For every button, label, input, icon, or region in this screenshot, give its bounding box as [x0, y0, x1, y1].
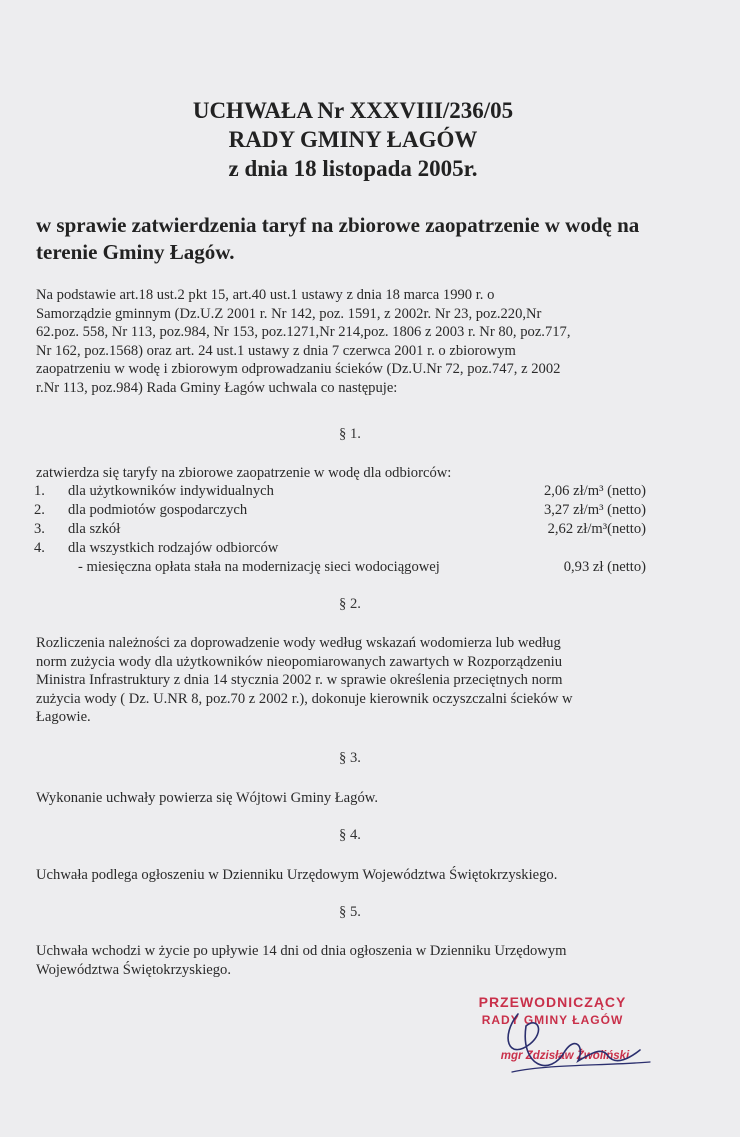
section-2-heading: § 2. [339, 596, 361, 612]
tariff-row [34, 539, 646, 558]
tariff-label: dla wszystkich rodzajów odbiorców [68, 540, 279, 556]
basis-line: Samorządzie gminnym (Dz.U.Z 2001 r. Nr 142, poz. 1591, z 2002r. Nr 23, poz.220,Nr [36, 305, 542, 322]
resolution-date: z dnia 18 listopada 2005r. [228, 156, 478, 181]
section-4-text: Uchwała podlega ogłoszeniu w Dzienniku Urzędowym Województwa Świętokrzyskiego. [36, 867, 558, 883]
legal-basis [36, 286, 676, 397]
stamp-name: mgr Zdzisław Żwoliński [500, 1050, 630, 1062]
basis-line: Na podstawie art.18 ust.2 pkt 15, art.40 ust.1 ustawy z dnia 18 marca 1990 r. o [36, 287, 495, 303]
signature-stamp [440, 994, 680, 1084]
stamp-title: PRZEWODNICZĄCY [478, 994, 627, 1010]
resolution-number: UCHWAŁA Nr XXXVIII/236/05 [192, 98, 514, 123]
tariff-row [34, 520, 646, 539]
section-1-heading: § 1. [339, 426, 361, 442]
s5-line: Województwa Świętokrzyskiego. [36, 961, 231, 978]
resolution-subject: w sprawie zatwierdzenia taryf na zbiorowe zaopatrzenie w wodę na terenie Gminy Łagów. [36, 213, 640, 264]
section-2-text [36, 634, 676, 727]
s2-line: Łagowie. [36, 709, 91, 725]
tariff-list [34, 482, 646, 577]
s2-line: Ministra Infrastruktury z dnia 14 stycznia 2002 r. w sprawie określenia przeciętnych norm [36, 672, 563, 688]
handwritten-signature-icon [490, 1006, 660, 1086]
tariff-row [34, 482, 646, 501]
tariff-number: 2. [34, 502, 45, 518]
tariff-number: 4. [34, 540, 45, 556]
tariff-label: dla podmiotów gospodarczych [68, 502, 248, 518]
tariff-label: dla użytkowników indywidualnych [68, 483, 274, 499]
basis-line: Nr 162, poz.1568) oraz art. 24 ust.1 ustawy z dnia 7 czerwca 2001 r. o zbiorowym [36, 342, 516, 359]
tariff-price: 3,27 zł/m³ (netto) [543, 502, 646, 518]
s5-line: Uchwała wchodzi w życie po upływie 14 dni od dnia ogłoszenia w Dzienniku Urzędowym [36, 943, 567, 959]
section-3-text: Wykonanie uchwały powierza się Wójtowi Gminy Łagów. [36, 790, 378, 806]
section-5-text [36, 942, 676, 979]
tariff-price: 2,06 zł/m³ (netto) [543, 483, 646, 499]
s2-line: zużycia wody ( Dz. U.NR 8, poz.70 z 2002 r.), dokonuje kierownik oczyszczalni ścieków w [36, 690, 573, 707]
s2-line: Rozliczenia należności za doprowadzenie wody według wskazań wodomierza lub według [36, 635, 561, 651]
tariff-label: - miesięczna opłata stała na modernizację sieci wodociągowej [78, 559, 440, 575]
tariff-price: 2,62 zł/m³(netto) [547, 521, 646, 537]
stamp-council: RADY GMINY ŁAGÓW [481, 1013, 624, 1027]
basis-line: 62.poz. 558, Nr 113, poz.984, Nr 153, poz.1271,Nr 214,poz. 1806 z 2003 r. Nr 80, poz.717, [36, 324, 571, 340]
tariff-row [34, 558, 646, 577]
tariff-intro: zatwierdza się taryfy na zbiorowe zaopatrzenie w wodę dla odbiorców: [36, 465, 452, 481]
council-name: RADY GMINY ŁAGÓW [228, 127, 478, 152]
tariff-price: 0,93 zł (netto) [563, 559, 646, 575]
s2-line: norm zużycia wody dla użytkowników nieopomiarowanych zawartych w Rozporządzeniu [36, 653, 563, 670]
tariff-number: 3. [34, 521, 45, 537]
tariff-label: dla szkół [68, 521, 121, 537]
tariff-number: 1. [34, 483, 45, 499]
section-4-heading: § 4. [339, 827, 361, 843]
basis-line: zaopatrzeniu w wodę i zbiorowym odprowadzaniu ścieków (Dz.U.Nr 72, poz.747, z 2002 [36, 361, 561, 377]
basis-line: r.Nr 113, poz.984) Rada Gminy Łagów uchwala co następuje: [36, 379, 398, 396]
tariff-row [34, 501, 646, 520]
section-5-heading: § 5. [339, 904, 361, 920]
section-3-heading: § 3. [339, 750, 361, 766]
resolution-header [0, 96, 706, 183]
